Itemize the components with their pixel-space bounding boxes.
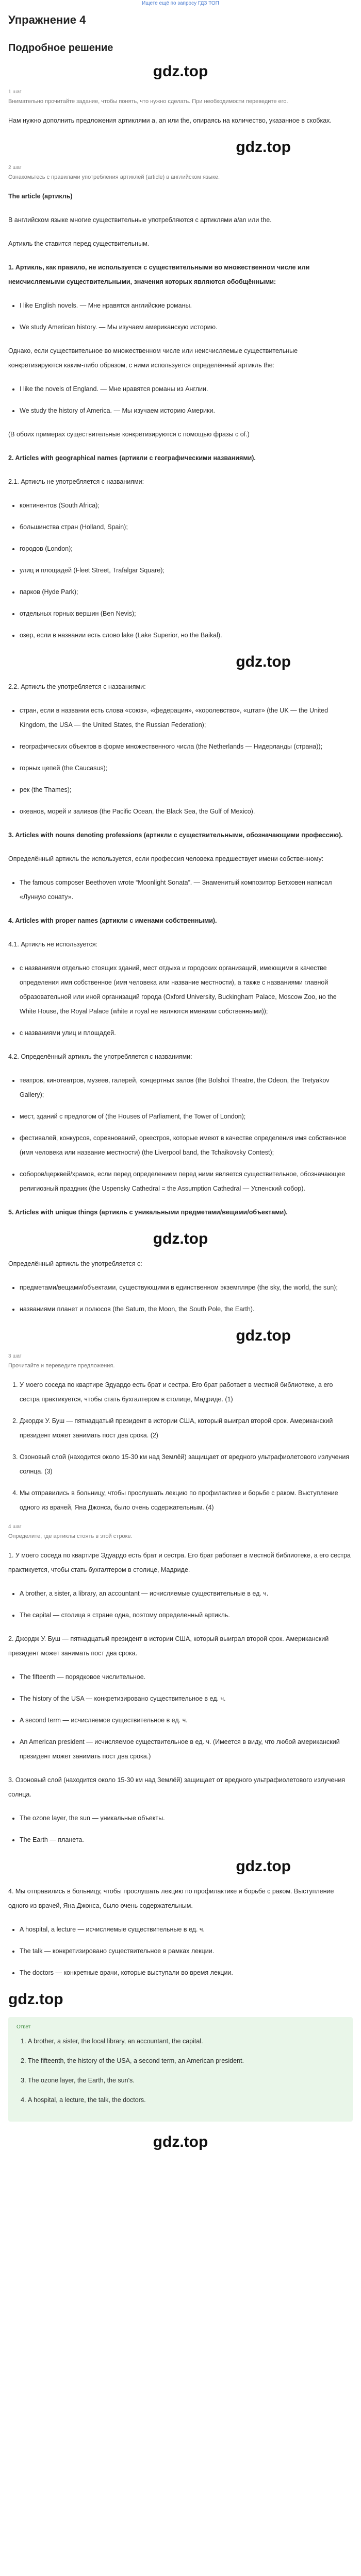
- list-item: • парков (Hyde Park);: [20, 585, 353, 599]
- rule-list: [8, 1280, 353, 1316]
- analysis-text: 1. У моего соседа по квартире Эдуардо есть брат и сестра. Его брат работает в местной библиотеке, а его сестра практикуется, чтобы стать бухгалтером в столице, Мадриде.: [8, 1552, 351, 1573]
- top-link[interactable]: Ищете ещё по запросу ГДЗ ТОП: [142, 1, 219, 6]
- watermark: gdz.top: [236, 1327, 291, 1344]
- list-item: • The fifteenth — порядковое числительное.: [20, 1670, 353, 1684]
- rule-text: В английском языке многие существительные употребляются с артиклями a/an или the.: [8, 216, 272, 224]
- rule-text: Артикль the ставится перед существительным.: [8, 240, 150, 247]
- list-item: • озер, если в названии есть слово lake (Lake Superior, но the Baikal).: [20, 628, 353, 642]
- list-item: • We study American history. — Мы изучаем американскую историю.: [20, 320, 353, 334]
- answer-label: Ответ: [17, 2024, 31, 2030]
- step-task: Определите, где артиклы стоять в этой строке.: [8, 1533, 133, 1539]
- rule-text: 2.2. Артикль the употребляется с названиями:: [8, 683, 146, 690]
- solution-page: [8, 13, 353, 2160]
- list-item: • The doctors — конкретные врачи, которые выступали во время лекции.: [20, 1965, 353, 1980]
- rule-text: Определённый артикль the используется, если профессия человека предшествует имени собственному:: [8, 855, 324, 862]
- rule-text: Определённый артикль the употребляется с:: [8, 1260, 142, 1267]
- list-item: • The ozone layer, the sun — уникальные объекты.: [20, 1811, 353, 1825]
- list-item: • рек (the Thames);: [20, 783, 353, 797]
- list-item: • A hospital, a lecture — исчисляемые существительные в ед. ч.: [20, 1922, 353, 1937]
- list-item: • континентов (South Africa);: [20, 498, 353, 513]
- rule-text: (В обоих примерах существительные конкретизируются с помощью фразы с of.): [8, 431, 250, 438]
- watermark: gdz.top: [8, 1991, 63, 2008]
- exercise-title: Упражнение 4: [8, 13, 86, 26]
- list-item: 3. Озоновый слой (находится около 15-30 км над Землёй) защищает от вредного ультрафиолетового излучения солнца. (3): [20, 1450, 353, 1479]
- list-item: • географических объектов в форме множественного числа (the Netherlands — Нидерланды (страна));: [20, 739, 353, 754]
- example-list: [8, 298, 353, 334]
- list-item: • The famous composer Beethoven wrote “Moonlight Sonata”. — Знаменитый композитор Бетховен написал «Лунную сонату».: [20, 875, 353, 904]
- analysis-text: 4. Мы отправились в больницу, чтобы прослушать лекцию по профилактике и борьбе с раком. Выступление одного из врачей, Яна Джонса, было очень содержательным.: [8, 1888, 334, 1909]
- list-item: • названиями планет и полюсов (the Saturn, the Moon, the South Pole, the Earth).: [20, 1302, 353, 1316]
- watermark: gdz.top: [236, 653, 291, 670]
- watermark: gdz.top: [236, 1858, 291, 1875]
- rule-list: [8, 875, 353, 904]
- rule-text: 4.2. Определённый артикль the употребляется с названиями:: [8, 1053, 192, 1060]
- list-item: • A second term — исчисляемое существительное в ед. ч.: [20, 1713, 353, 1727]
- list-item: • стран, если в названии есть слова «союз», «федерация», «королевство», «штат» (the UK — the United Kingdom, the USA — the United States, the Russian Federation);: [20, 703, 353, 732]
- list-item: • предметами/вещами/объектами, существующими в единственном экземпляре (the sky, the world, the sun);: [20, 1280, 353, 1295]
- list-item: • большинства стран (Holland, Spain);: [20, 520, 353, 534]
- solution-title: Подробное решение: [8, 42, 113, 54]
- list-item: 4. Мы отправились в больницу, чтобы прослушать лекцию по профилактике и борьбе с раком. Выступление одного из врачей, Яна Джонса, было очень содержательным. (4): [20, 1486, 353, 1515]
- rule-subheading: 3. Articles with nouns denoting professions (артикли с существительными, обозначающими профессию).: [8, 832, 343, 839]
- answer-box: [8, 2017, 353, 2122]
- list-item: • улиц и площадей (Fleet Street, Trafalgar Square);: [20, 563, 353, 578]
- watermark: gdz.top: [153, 1230, 208, 1247]
- translation-list: [8, 1378, 353, 1515]
- list-item: • с названиями отдельно стоящих зданий, мест отдыха и городских организаций, имеющими в качестве определения имя собственное (имя человека или название местности), а также с названиями главной образовательной или иной организаций города (Oxford University, Buckingham Palace, Moscow Zoo, но the White House, the Royal Palace (white и royal не являются именами собственными));: [20, 961, 353, 1019]
- list-item: • с названиями улиц и площадей.: [20, 1026, 353, 1040]
- rule-list: [8, 961, 353, 1040]
- step-label: 2 шаг: [8, 165, 22, 171]
- list-item: • I like English novels. — Мне нравятся английские романы.: [20, 298, 353, 313]
- rule-list: [8, 703, 353, 819]
- list-item: • фестивалей, конкурсов, соревнований, оркестров, которые имеют в качестве определения имя собственное (имя человека или название местности) (the Liverpool band, the Tchaikovsky Contest);: [20, 1131, 353, 1160]
- list-item: • соборов/церквей/храмов, если перед определением перед ними является существительное, обозначающее религиозный праздник (the Uspensky Cathedral = the Assumption Cathedral — Успенский собор).: [20, 1167, 353, 1196]
- list-item: 1. У моего соседа по квартире Эдуардо есть брат и сестра. Его брат работает в местной библиотеке, а его сестра практикуется, чтобы стать бухгалтером в столице, Мадриде. (1): [20, 1378, 353, 1406]
- step-task: Ознакомьтесь с правилами употребления артиклей (article) в английском языке.: [8, 174, 220, 180]
- list-item: • The history of the USA — конкретизировано существительное в ед. ч.: [20, 1691, 353, 1706]
- list-item: 4. A hospital, a lecture, the talk, the doctors.: [28, 2093, 344, 2107]
- list-item: • A brother, a sister, a library, an accountant — исчисляемые существительные в ед. ч.: [20, 1586, 353, 1601]
- analysis-text: 2. Джордж У. Буш — пятнадцатый президент в истории США, который выиграл второй срок. Американский президент может занимать пост два срока.: [8, 1635, 329, 1657]
- example-list: [8, 382, 353, 418]
- list-item: • горных цепей (the Caucasus);: [20, 761, 353, 775]
- list-item: • городов (London);: [20, 541, 353, 556]
- list-item: • океанов, морей и заливов (the Pacific Ocean, the Black Sea, the Gulf of Mexico).: [20, 804, 353, 819]
- step-text: Нам нужно дополнить предложения артиклями a, an или the, опираясь на количество, указанное в скобках.: [8, 117, 332, 124]
- watermark: gdz.top: [153, 63, 208, 80]
- rule-list: [8, 498, 353, 642]
- list-item: 1. A brother, a sister, the local library, an accountant, the capital.: [28, 2034, 344, 2048]
- step-task: Внимательно прочитайте задание, чтобы понять, что нужно сделать. При необходимости переведите его.: [8, 98, 288, 105]
- rule-text: 4.1. Артикль не используется:: [8, 941, 98, 948]
- rule-subheading: 2. Articles with geographical names (артикли с географическими названиями).: [8, 454, 256, 462]
- list-item: 2. The fifteenth, the history of the USA, a second term, an American president.: [28, 2054, 344, 2068]
- rule-text: Однако, если существительное во множественном числе или неисчисляемые существительные конкретизируются каким-либо образом, с ними используется определённый артикль the:: [8, 347, 298, 369]
- list-item: • The talk — конкретизировано существительное в рамках лекции.: [20, 1944, 353, 1958]
- rule-subheading: 4. Articles with proper names (артикли с именами собственными).: [8, 917, 217, 924]
- list-item: • мест, зданий с предлогом of (the Houses of Parliament, the Tower of London);: [20, 1109, 353, 1124]
- list-item: • отдельных горных вершин (Ben Nevis);: [20, 606, 353, 621]
- watermark: gdz.top: [236, 139, 291, 156]
- list-item: • I like the novels of England. — Мне нравятся романы из Англии.: [20, 382, 353, 396]
- step-task: Прочитайте и переведите предложения.: [8, 1363, 115, 1369]
- rule-list: [8, 1073, 353, 1196]
- rule-text: 2.1. Артикль не употребляется с названиями:: [8, 478, 144, 485]
- analysis-list: [8, 1922, 353, 1980]
- list-item: • The Earth — планета.: [20, 1833, 353, 1847]
- rule-subheading: 5. Articles with unique things (артикль с уникальными предметами/вещами/объектами).: [8, 1209, 288, 1216]
- step-label: 4 шаг: [8, 1524, 22, 1530]
- list-item: • An American president — исчисляемое существительное в ед. ч. (Имеется в виду, что любой американский президент может занимать пост два срока.): [20, 1735, 353, 1764]
- list-item: 2. Джордж У. Буш — пятнадцатый президент в истории США, который выиграл второй срок. Американский президент может занимать пост два срока. (2): [20, 1414, 353, 1443]
- list-item: 3. The ozone layer, the Earth, the sun's.: [28, 2073, 344, 2088]
- watermark: gdz.top: [153, 2133, 208, 2150]
- step-label: 1 шаг: [8, 89, 22, 95]
- rule-subheading: 1. Артикль, как правило, не используется с существительными во множественном числе или неисчисляемыми существительными, значения которых являются обобщёнными:: [8, 264, 310, 285]
- step-label: 3 шаг: [8, 1353, 22, 1359]
- analysis-list: [8, 1586, 353, 1622]
- analysis-text: 3. Озоновый слой (находится около 15-30 км над Землёй) защищает от вредного ультрафиолетового излучения солнца.: [8, 1776, 346, 1798]
- rule-heading: The article (артикль): [8, 193, 73, 200]
- list-item: • The capital — столица в стране одна, поэтому определенный артикль.: [20, 1608, 353, 1622]
- analysis-list: [8, 1670, 353, 1764]
- list-item: • театров, кинотеатров, музеев, галерей, концертных залов (the Bolshoi Theatre, the Odeon, the Tretyakov Gallery);: [20, 1073, 353, 1102]
- answer-list: [17, 2034, 344, 2107]
- analysis-list: [8, 1811, 353, 1847]
- list-item: • We study the history of America. — Мы изучаем историю Америки.: [20, 403, 353, 418]
